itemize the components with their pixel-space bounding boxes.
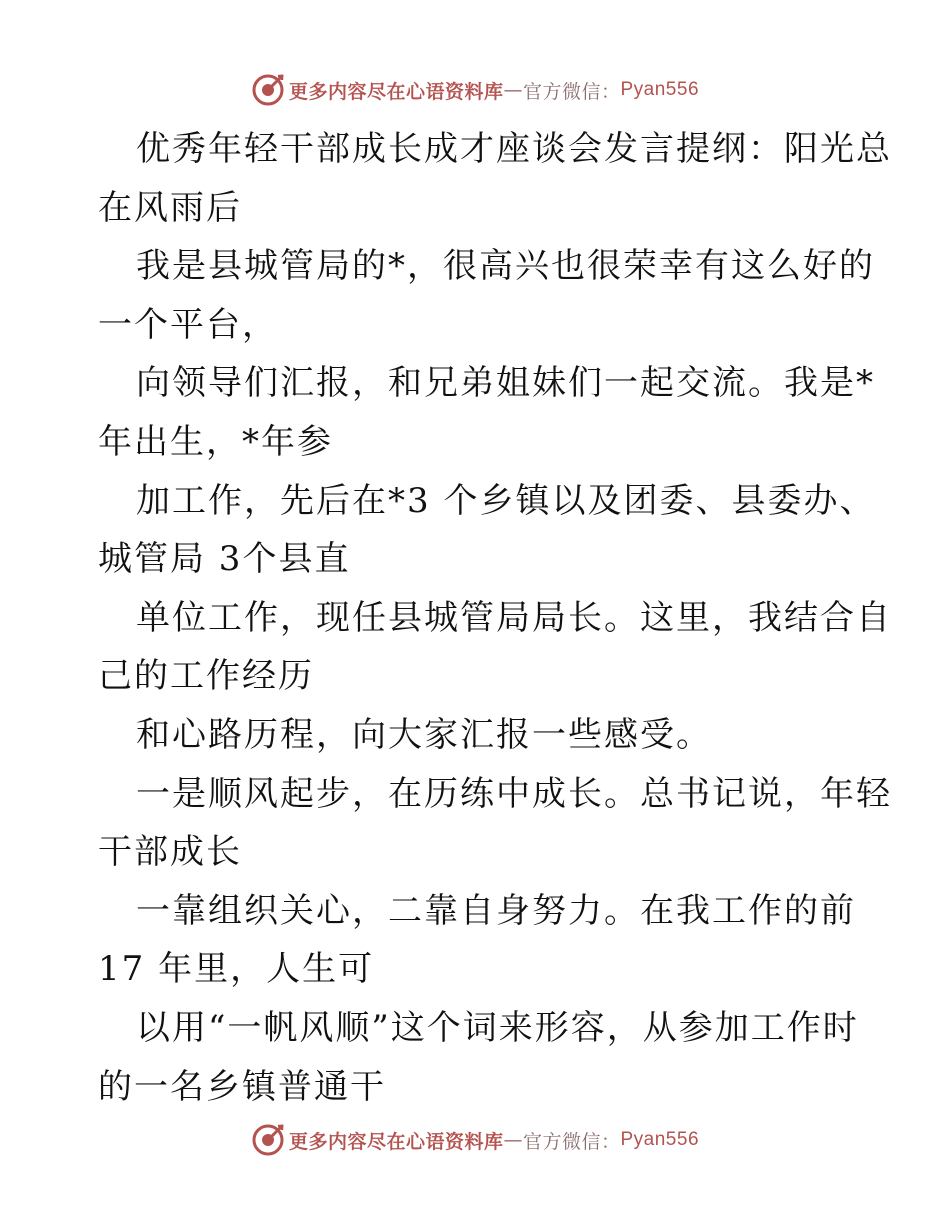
footer-wechat-id: Pyan556	[620, 1129, 700, 1150]
doc-line: 干部成长	[98, 832, 242, 873]
doc-line: 17 年里，人生可	[98, 949, 375, 990]
doc-line: 优秀年轻干部成长成才座谈会发言提纲：阳光总	[136, 129, 892, 169]
doc-line: 己的工作经历	[98, 656, 314, 697]
logo-icon	[251, 73, 285, 107]
footer-wechat-label: 官方微信：	[522, 1130, 621, 1153]
doc-line: 一是顺风起步，在历练中成长。总书记说，年轻	[136, 773, 892, 814]
doc-line: 一个平台，	[98, 304, 278, 345]
header-wechat-label: 官方微信：	[522, 80, 621, 103]
doc-line: 在风雨后	[98, 187, 242, 228]
footer-banner	[0, 1120, 950, 1160]
header-wechat-id: Pyan556	[620, 79, 700, 100]
header-site-text: 更多内容尽在心语资料库	[288, 80, 504, 103]
footer-site-text: 更多内容尽在心语资料库	[288, 1130, 504, 1153]
doc-line: 一靠组织关心，二靠自身努力。在我工作的前	[136, 890, 856, 931]
header-banner	[0, 70, 950, 110]
header-separator: —	[503, 79, 523, 101]
doc-line: 我是县城管局的*，很高兴也很荣幸有这么好的	[136, 246, 875, 287]
doc-line: 的一名乡镇普通干	[98, 1066, 386, 1107]
logo-icon	[251, 1123, 285, 1157]
doc-line: 城管局 3个县直	[98, 539, 351, 580]
doc-line: 向领导们汇报，和兄弟姐妹们一起交流。我是*	[136, 363, 875, 404]
doc-line: 以用“一帆风顺”这个词来形容，从参加工作时	[136, 1007, 859, 1048]
doc-line: 年出生，*年参	[98, 421, 333, 462]
footer-separator: —	[503, 1129, 523, 1151]
doc-line: 加工作，先后在*3 个乡镇以及团委、县委办、	[136, 480, 876, 521]
document-body	[98, 120, 892, 1116]
doc-line: 单位工作，现任县城管局局长。这里，我结合自	[136, 597, 892, 638]
doc-line: 和心路历程，向大家汇报一些感受。	[136, 714, 712, 755]
